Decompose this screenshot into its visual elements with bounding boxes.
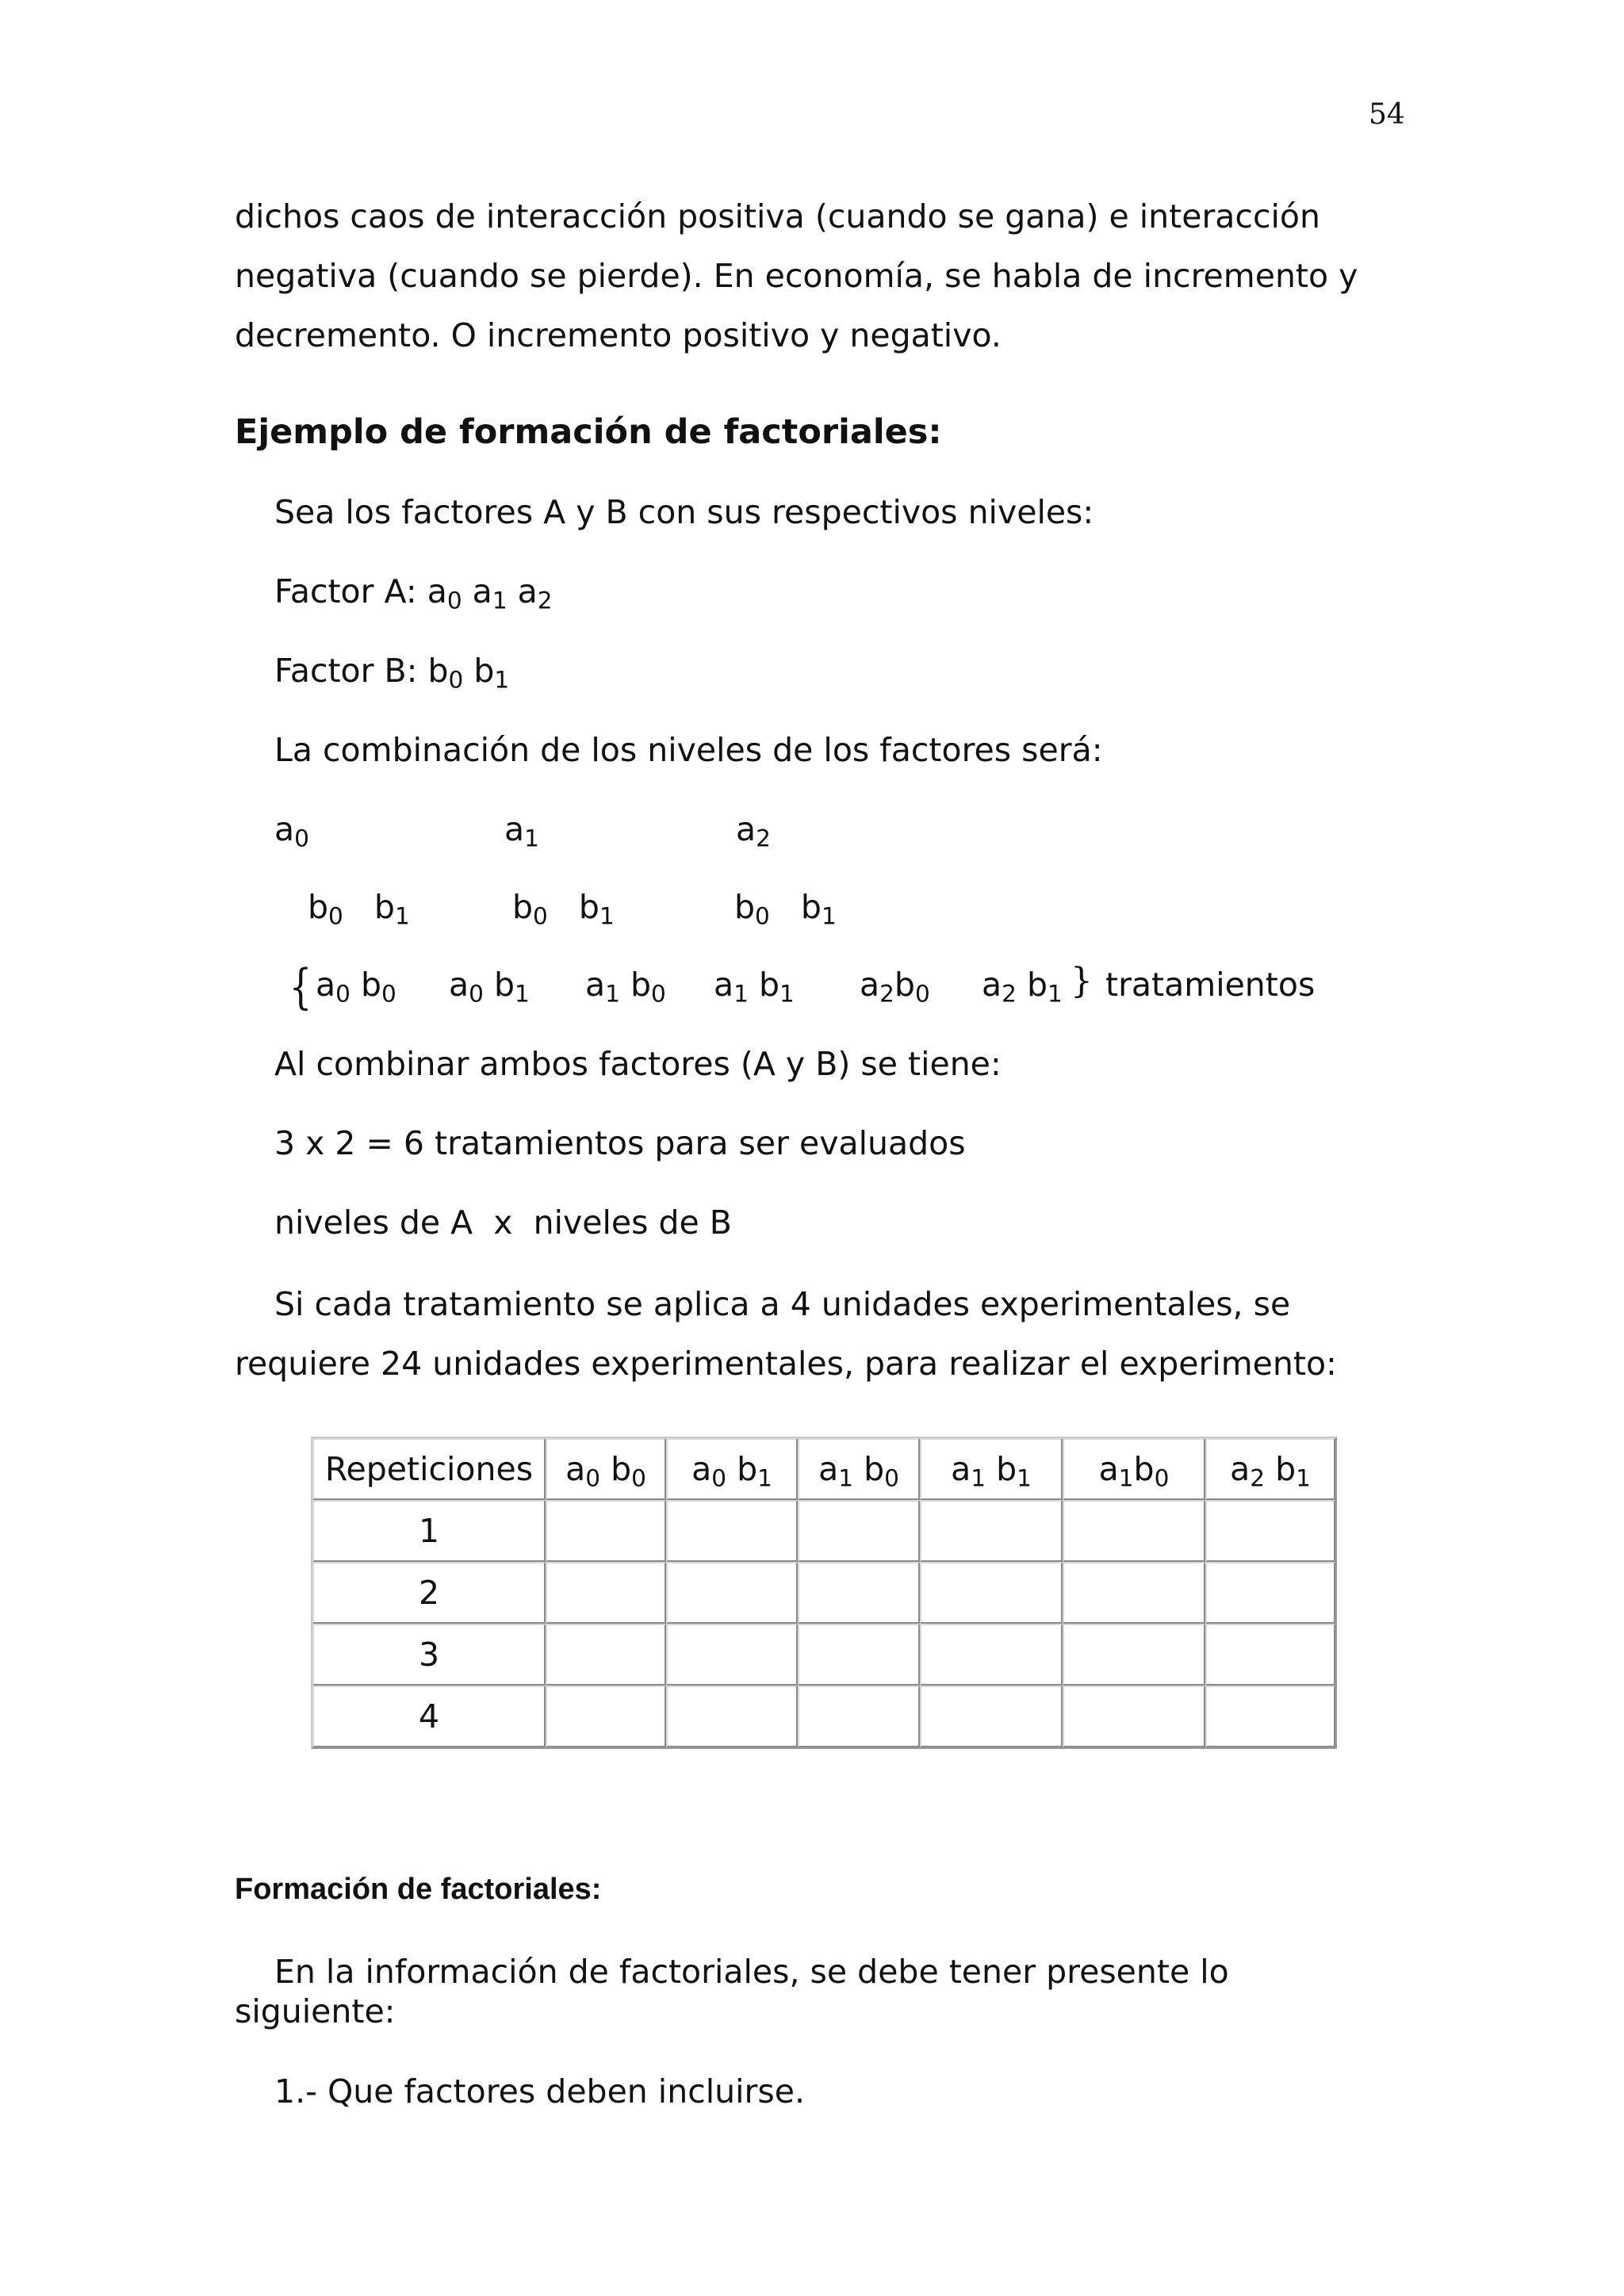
formation-line-1: En la información de factoriales, se debe tener presente lo bbox=[274, 1953, 1229, 1991]
treatments-word: tratamientos bbox=[1105, 966, 1316, 1004]
left-brace: { bbox=[289, 959, 312, 1015]
factor-b-label: Factor B: bbox=[274, 652, 418, 690]
table-row bbox=[312, 1500, 1335, 1562]
treatment-a2b1: $a_2$ $b_1$ bbox=[982, 966, 1063, 1008]
rep-number: 2 bbox=[312, 1562, 546, 1624]
factor-a-label: Factor A: bbox=[274, 572, 417, 610]
intro-line-1: dichos caos de interacción positiva (cuando se gana) e interacción bbox=[235, 197, 1320, 235]
header-a1b1: $a_1$ $b_1$ bbox=[920, 1438, 1063, 1500]
combine-line: Al combinar ambos factores (A y B) se tiene: bbox=[274, 1045, 1002, 1083]
header-a0b0: $a_0$ $b_0$ bbox=[546, 1438, 666, 1500]
treatment-a1b0: $a_1$ $b_0$ bbox=[585, 966, 666, 1008]
table-header-row bbox=[312, 1438, 1335, 1500]
header-a1b0: $a_1$ $b_0$ bbox=[798, 1438, 920, 1500]
units-paragraph bbox=[235, 1275, 1404, 1394]
right-brace: } bbox=[1071, 961, 1093, 1001]
section-heading-formation: Formación de factoriales: bbox=[235, 1873, 602, 1906]
level-a0: $a_0$ bbox=[274, 810, 309, 852]
header-a2b1: $a_2$ $b_1$ bbox=[1205, 1438, 1335, 1500]
header-a0b1: $a_0$ $b_1$ bbox=[666, 1438, 798, 1500]
level-b-under-a2: $b_0$ $b_1$ bbox=[734, 888, 837, 930]
header-repeticiones: Repeticiones bbox=[312, 1438, 546, 1500]
levels-line: niveles de A x niveles de B bbox=[274, 1203, 732, 1242]
rep-number: 4 bbox=[312, 1686, 546, 1747]
product-line: 3 x 2 = 6 tratamientos para ser evaluados bbox=[274, 1124, 966, 1162]
treatment-a0b0: $a_0$ $b_0$ bbox=[316, 966, 396, 1008]
rep-number: 3 bbox=[312, 1624, 546, 1686]
intro-line-2: negativa (cuando se pierde). En economía, se habla de incremento y bbox=[235, 257, 1358, 295]
combination-intro-line: La combinación de los niveles de los factores será: bbox=[274, 731, 1103, 769]
units-line-1: Si cada tratamiento se aplica a 4 unidades experimentales, se bbox=[274, 1285, 1291, 1323]
factor-a-line: Factor A: $a_0$ $a_1$ $a_2$ bbox=[274, 572, 553, 614]
treatment-a1b1: $a_1$ $b_1$ bbox=[714, 966, 795, 1008]
table-row bbox=[312, 1624, 1335, 1686]
header-a1b0-dup: $a_1b_0$ bbox=[1063, 1438, 1205, 1500]
table-row bbox=[312, 1686, 1335, 1747]
section-heading-example: Ejemplo de formación de factoriales: bbox=[235, 412, 942, 452]
level-a1: $a_1$ bbox=[504, 810, 539, 852]
repetitions-table bbox=[311, 1437, 1337, 1749]
treatment-a0b1: $a_0$ $b_1$ bbox=[449, 966, 530, 1008]
formation-line-2: siguiente: bbox=[235, 1992, 396, 2030]
factors-intro-line: Sea los factores A y B con sus respectivos niveles: bbox=[274, 493, 1094, 531]
table-row bbox=[312, 1562, 1335, 1624]
intro-line-3: decremento. O incremento positivo y negativo. bbox=[235, 316, 1002, 354]
formation-paragraph bbox=[235, 1952, 1229, 2031]
list-item-1: 1.- Que factores deben incluirse. bbox=[274, 2072, 805, 2110]
intro-paragraph bbox=[235, 187, 1404, 365]
level-a2: $a_2$ bbox=[736, 810, 771, 852]
page-number: 54 bbox=[1369, 98, 1405, 131]
level-b-under-a1: $b_0$ $b_1$ bbox=[512, 888, 615, 930]
units-line-2: requiere 24 unidades experimentales, para realizar el experimento: bbox=[235, 1345, 1337, 1383]
level-b0-under-a0: $b_0$ $b_1$ bbox=[308, 888, 410, 930]
treatment-a2b0: $a_2b_0$ bbox=[860, 966, 930, 1008]
factor-b-line: Factor B: $b_0$ $b_1$ bbox=[274, 652, 510, 694]
rep-number: 1 bbox=[312, 1500, 546, 1562]
